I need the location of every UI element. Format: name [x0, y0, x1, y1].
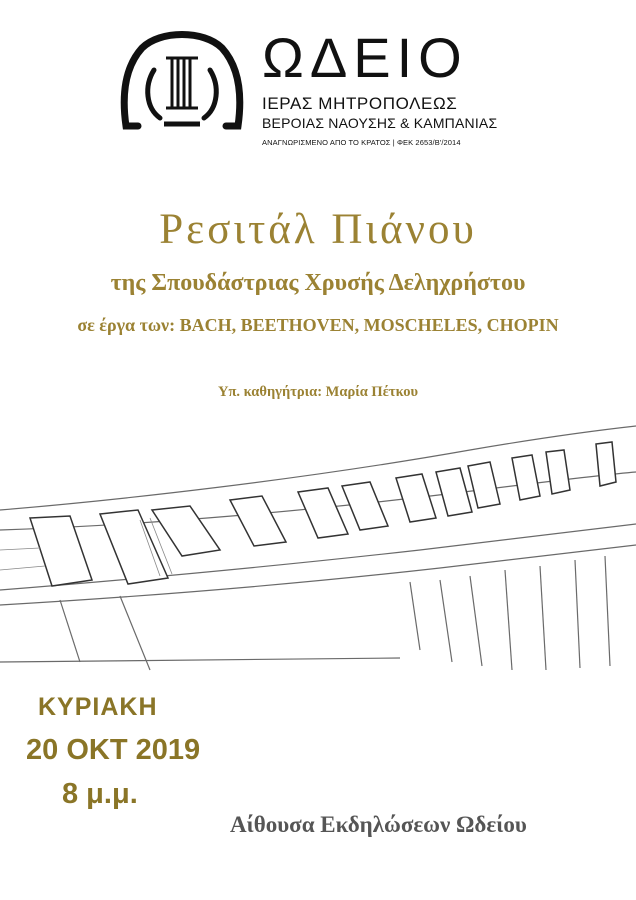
event-teacher: Υπ. καθηγήτρια: Μαρία Πέτκου: [217, 384, 418, 400]
lyre-emblem-icon: [120, 28, 244, 132]
event-venue: Αίθουσα Εκδηλώσεων Ωδείου: [230, 812, 527, 837]
event-day: ΚΥΡΙΑΚΗ: [38, 693, 158, 721]
logo-subtitle-2: ΒΕΡΟΙΑΣ ΝΑΟΥΣΗΣ & ΚΑΜΠΑΝΙΑΣ: [262, 115, 498, 131]
event-time: 8 μ.μ.: [62, 778, 138, 810]
event-works: σε έργα των: BACH, BEETHOVEN, MOSCHELES, CHOPIN: [77, 315, 559, 335]
logo-subtitle-1: ΙΕΡΑΣ ΜΗΤΡΟΠΟΛΕΩΣ: [262, 94, 458, 113]
logo-title: ΩΔΕΙΟ: [262, 26, 468, 89]
event-title: Ρεσιτάλ Πιάνου: [159, 206, 477, 253]
piano-keys-sketch: [0, 400, 636, 680]
event-date: 20 ΟΚΤ 2019: [26, 734, 201, 766]
logo-accreditation: ΑΝΑΓΝΩΡΙΣΜΕΝΟ ΑΠΟ ΤΟ ΚΡΑΤΟΣ | ΦΕΚ 2653/Β'/2014: [262, 138, 461, 147]
event-subtitle: της Σπουδάστριας Χρυσής Δεληχρήστου: [110, 270, 526, 296]
